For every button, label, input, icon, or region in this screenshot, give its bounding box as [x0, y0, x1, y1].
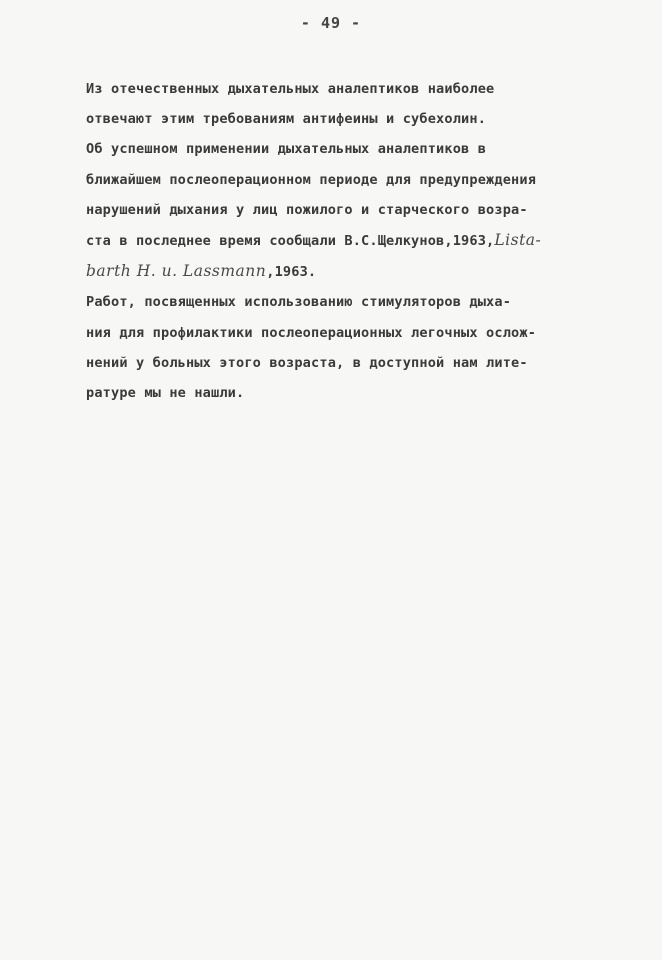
- typed-text: ста в последнее время сообщали В.С.Щелкунов,1963,: [86, 233, 495, 250]
- handwritten-annotation: Lista-: [494, 231, 542, 250]
- page-number: - 49 -: [300, 14, 362, 32]
- text-line-with-handwriting: [86, 256, 606, 287]
- text-line: Работ, посвященных использованию стимуляторов дыха-: [86, 294, 512, 311]
- typed-text: ,1963.: [266, 264, 317, 281]
- text-line: отвечают этим требованиям антифеины и субехолин.: [86, 111, 487, 128]
- text-line: ратуре мы не нашли.: [86, 385, 245, 402]
- text-line: нений у больных этого возраста, в доступной нам лите-: [86, 354, 528, 371]
- text-line-with-handwriting: [86, 225, 606, 256]
- text-line: ния для профилактики послеоперационных легочных ослож-: [86, 324, 537, 341]
- body-text: [86, 74, 606, 408]
- text-line: Об успешном применении дыхательных аналептиков в: [86, 141, 487, 158]
- text-line: ближайшем послеоперационном периоде для предупреждения: [86, 171, 537, 188]
- text-line: нарушений дыхания у лиц пожилого и старческого возра-: [86, 201, 528, 218]
- text-line: Из отечественных дыхательных аналептиков наиболее: [86, 81, 495, 97]
- handwritten-annotation: barth H. u. Lassmann: [86, 262, 267, 281]
